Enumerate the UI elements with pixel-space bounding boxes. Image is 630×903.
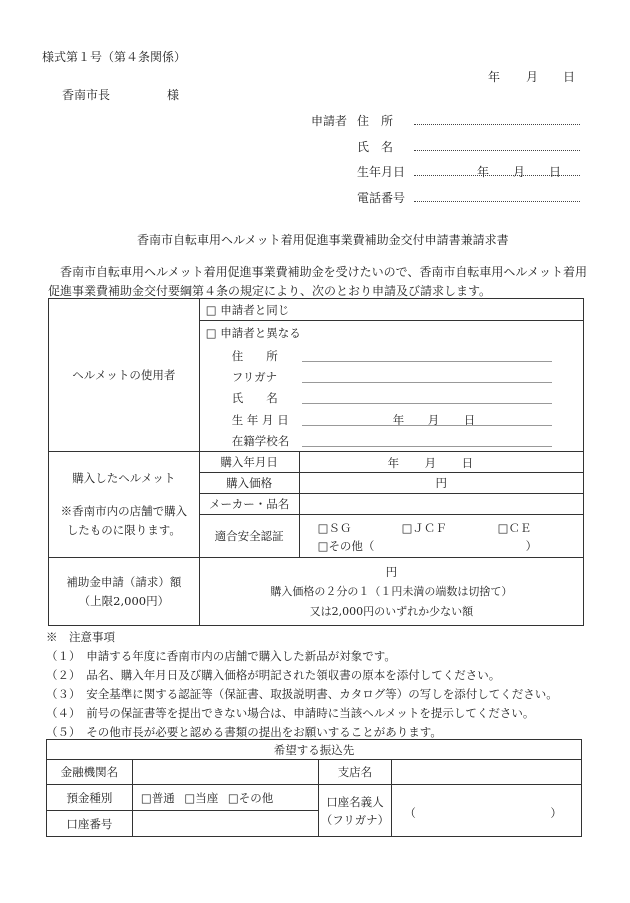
note-item: （５） その他市長が必要と認める書類の提出をお願いすることがあります。: [46, 725, 442, 739]
user-birth-year: 年: [392, 413, 405, 427]
checkbox-icon[interactable]: □: [140, 790, 152, 805]
cert-other-close: ）: [525, 539, 538, 553]
account-number-label: 口座番号: [47, 811, 133, 837]
form-number: 様式第１号（第４条関係）: [42, 50, 187, 64]
maker-product-field[interactable]: [299, 494, 583, 515]
checkbox-icon[interactable]: □: [227, 790, 239, 805]
cert-other-label: その他（: [328, 539, 375, 553]
user-furigana-label: フリガナ: [231, 370, 278, 384]
cert-ce-label: ＣＥ: [508, 521, 532, 535]
cert-other-option[interactable]: [318, 538, 375, 554]
applicant-address-field[interactable]: [414, 124, 580, 125]
cert-jcf-option[interactable]: [402, 520, 447, 536]
account-holder-field[interactable]: [392, 785, 582, 837]
addressee-suffix: 様: [167, 88, 180, 102]
applicant-name-label: 氏 名: [357, 140, 394, 154]
bank-account-table: [46, 739, 582, 837]
deposit-other-option[interactable]: [228, 791, 273, 805]
applicant-label: 申請者: [311, 114, 348, 128]
subsidy-amount-field[interactable]: [199, 558, 583, 626]
checkbox-icon[interactable]: □: [184, 790, 196, 805]
applicant-phone-label: 電話番号: [357, 191, 406, 205]
user-school-label: 在籍学校名: [231, 434, 290, 448]
cert-ce-option[interactable]: [498, 520, 532, 536]
user-school-field[interactable]: [302, 446, 552, 447]
safety-cert-label: 適合安全認証: [199, 515, 299, 558]
header-date-year: 年: [488, 70, 501, 84]
user-address-label: 住 所: [231, 349, 278, 363]
account-holder-furigana-label: （フリガナ）: [320, 812, 390, 827]
branch-field[interactable]: [392, 760, 582, 785]
option-different-from-applicant[interactable]: [206, 325, 301, 341]
cert-jcf-label: ＪＣＦ: [412, 521, 447, 535]
account-number-field[interactable]: [132, 811, 318, 837]
applicant-birth-day: 日: [549, 165, 562, 179]
applicant-birth-year: 年: [477, 165, 490, 179]
user-furigana-field[interactable]: [302, 382, 552, 383]
deposit-regular-option[interactable]: [141, 791, 175, 805]
applicant-phone-field[interactable]: [414, 201, 580, 202]
maker-product-label: メーカー・品名: [199, 494, 299, 515]
notes-heading: ※ 注意事項: [46, 630, 115, 644]
bank-title: 希望する振込先: [47, 740, 582, 760]
deposit-current-label: 当座: [195, 790, 219, 805]
helmet-user-label: ヘルメットの使用者: [49, 299, 200, 452]
user-name-field[interactable]: [302, 403, 552, 404]
subsidy-rule-line-1: 購入価格の２分の１（１円未満の端数は切捨て）: [270, 584, 513, 598]
user-birth-month: 月: [427, 413, 440, 427]
account-holder-label: 口座名義人: [326, 794, 384, 809]
deposit-type-label: 預金種別: [47, 785, 133, 811]
user-birth-field[interactable]: [302, 425, 552, 426]
header-date-day: 日: [563, 70, 576, 84]
account-holder-label-cell: [318, 785, 392, 837]
checkbox-icon[interactable]: □: [317, 521, 329, 535]
checkbox-icon[interactable]: □: [317, 539, 329, 553]
subsidy-label: 補助金申請（請求）額: [66, 574, 182, 589]
helmet-note-line-2: したものに限ります。: [66, 523, 181, 537]
safety-cert-options: [299, 515, 583, 558]
checkbox-icon[interactable]: □: [205, 302, 217, 317]
intro-line-2: 促進事業費補助金交付要綱第４条の規定により、次のとおり申請及び請求します。: [48, 284, 492, 298]
document-title: 香南市自転車用ヘルメット着用促進事業費補助金交付申請書兼請求書: [137, 233, 509, 247]
price-unit: 円: [435, 476, 448, 490]
subsidy-unit: 円: [385, 564, 398, 579]
institution-field[interactable]: [132, 760, 318, 785]
purchase-date-label: 購入年月日: [199, 452, 299, 473]
applicant-name-field[interactable]: [414, 150, 580, 151]
user-address-field[interactable]: [302, 361, 552, 362]
addressee: 香南市長: [62, 88, 111, 102]
helmet-note-line-1: ※香南市内の店舗で購入: [60, 504, 188, 518]
branch-label: 支店名: [318, 760, 392, 785]
purchase-price-field[interactable]: [299, 473, 583, 494]
option-same-label: 申請者と同じ: [220, 302, 290, 317]
deposit-other-label: その他: [238, 790, 274, 805]
cert-sg-label: ＳＧ: [328, 521, 352, 535]
application-table: [48, 298, 584, 626]
note-item: （１） 申請する年度に香南市内の店舗で購入した新品が対象です。: [46, 649, 396, 663]
user-birth-label: 生 年 月 日: [231, 413, 289, 427]
intro-line-1: 香南市自転車用ヘルメット着用促進事業費補助金を受けたいので、香南市自転車用ヘルメット着用: [60, 265, 588, 279]
purchase-date-day: 日: [461, 456, 474, 470]
purchase-date-year: 年: [387, 456, 400, 470]
applicant-address-label: 住 所: [357, 114, 394, 128]
account-holder-paren-open: （: [404, 806, 416, 820]
user-different-cell: [199, 321, 583, 452]
note-item: （２） 品名、購入年月日及び購入価格が明記された領収書の原本を添付してください。: [46, 668, 501, 682]
purchase-price-label: 購入価格: [199, 473, 299, 494]
deposit-current-option[interactable]: [184, 791, 218, 805]
deposit-regular-label: 普通: [151, 790, 175, 805]
applicant-birth-month: 月: [513, 165, 526, 179]
purchase-date-field[interactable]: [299, 452, 583, 473]
option-different-label: 申請者と異なる: [220, 326, 301, 340]
header-date-month: 月: [526, 70, 539, 84]
user-birth-day: 日: [463, 413, 476, 427]
note-item: （３） 安全基準に関する認証等（保証書、取扱説明書、カタログ等）の写しを添付してください。: [46, 687, 558, 701]
subsidy-label-cell: [49, 558, 200, 626]
cert-sg-option[interactable]: [318, 520, 352, 536]
account-holder-paren-close: ）: [550, 806, 562, 820]
option-same-as-applicant[interactable]: [199, 299, 583, 321]
note-item: （４） 前号の保証書等を提出できない場合は、申請時に当該ヘルメットを提示してください。: [46, 706, 535, 720]
applicant-birth-label: 生年月日: [357, 165, 406, 179]
purchased-helmet-label-cell: [49, 452, 200, 558]
deposit-type-options: [132, 785, 318, 811]
subsidy-rule-line-2: 又は2,000円のいずれか少ない額: [309, 604, 474, 618]
user-name-label: 氏 名: [231, 391, 278, 405]
checkbox-icon[interactable]: □: [205, 326, 217, 340]
subsidy-limit: （上限2,000円）: [78, 593, 170, 608]
checkbox-icon[interactable]: □: [401, 521, 413, 535]
institution-label: 金融機関名: [47, 760, 133, 785]
checkbox-icon[interactable]: □: [497, 521, 509, 535]
purchase-date-month: 月: [424, 456, 437, 470]
purchased-helmet-label: 購入したヘルメット: [72, 471, 176, 485]
